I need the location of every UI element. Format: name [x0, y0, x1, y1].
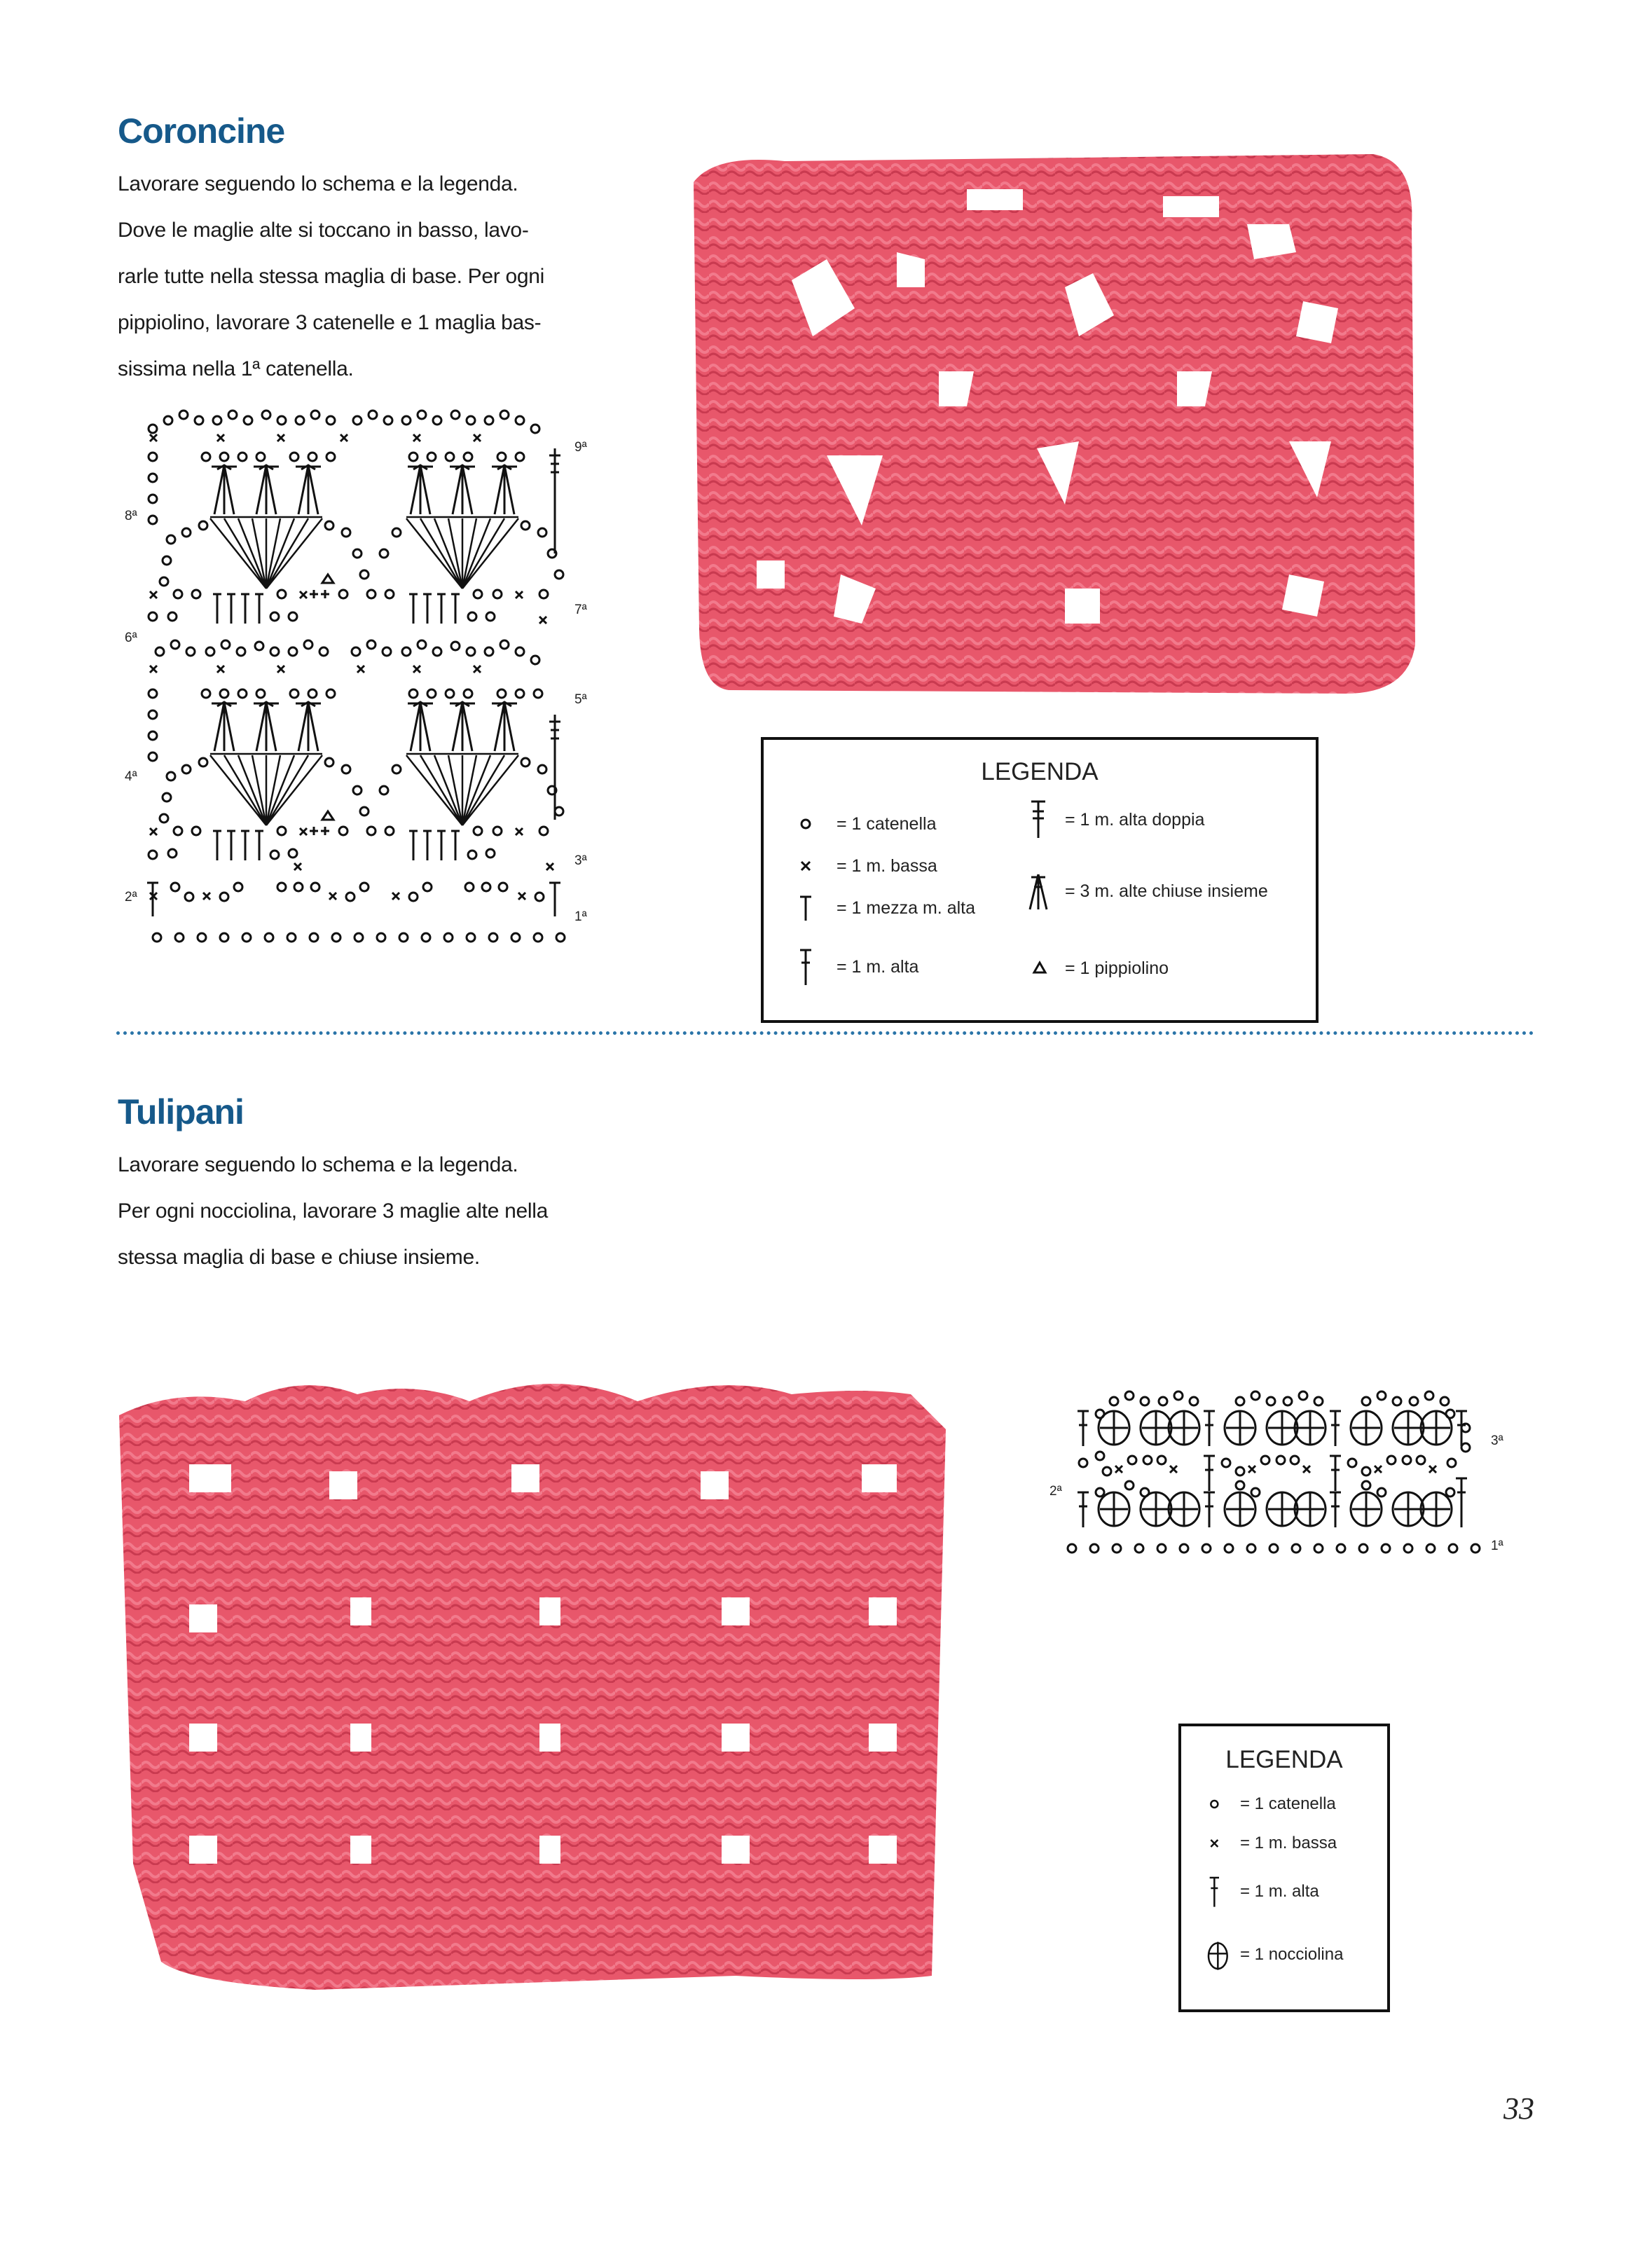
chain-row-top [149, 411, 539, 433]
legend-item-chain [794, 803, 936, 845]
legend-label: = 1 mezza m. alta [837, 898, 975, 918]
double-crochet-icon [794, 946, 837, 988]
legend-item-treble [1023, 799, 1204, 841]
row-label: 9ª [574, 440, 587, 455]
cluster-group [212, 465, 517, 514]
legend-label: = 1 m. bassa [837, 855, 937, 876]
legend-item-double [1205, 1871, 1319, 1913]
row-label: 1ª [1491, 1539, 1503, 1553]
crochet-swatch-photo-tulipani [105, 1373, 981, 2004]
paragraph-line: pippiolino, lavorare 3 catenelle e 1 maglia bas- [118, 311, 542, 334]
row-label: 5ª [574, 692, 587, 707]
legend-item-three-together [1023, 870, 1268, 912]
crochet-chart-tulipani [1051, 1387, 1499, 1597]
puff-cluster [1099, 1411, 1452, 1445]
legend-item-single-crochet [794, 845, 937, 887]
section-title-tulipani: Tulipani [118, 1092, 244, 1132]
row-label: 3ª [1491, 1433, 1503, 1448]
row-label: 7ª [574, 603, 587, 617]
legend-label: = 1 pippiolino [1065, 958, 1169, 978]
paragraph-line: rarle tutte nella stessa maglia di base. Per ogni [118, 265, 544, 288]
legend-box-tulipani [1178, 1724, 1390, 2012]
legend-label: = 1 catenella [1240, 1794, 1336, 1813]
single-crochet-row [150, 434, 481, 441]
section-description-tulipani [118, 1142, 580, 1281]
legend-label: = 3 m. alte chiuse insieme [1065, 881, 1268, 901]
section-separator [116, 1031, 1534, 1035]
paragraph-line: Dove le maglie alte si toccano in basso, lavo- [118, 219, 529, 242]
puff-stitch-icon [1205, 1934, 1240, 1976]
legend-label: = 1 nocciolina [1240, 1945, 1344, 1964]
legend-item-double [794, 946, 918, 988]
legend-item-chain [1205, 1787, 1336, 1822]
legend-title: LEGENDA [1225, 1746, 1343, 1773]
legend-item-picot [1023, 947, 1169, 989]
row-label: 2ª [125, 890, 137, 905]
legend-label: = 1 m. alta [1240, 1882, 1319, 1901]
legend-item-half-double [794, 887, 975, 929]
legend-label: = 1 m. alta [837, 956, 919, 977]
section-description-coroncine [118, 161, 566, 392]
chain-icon [794, 803, 837, 845]
paragraph-line: sissima nella 1ª catenella. [118, 357, 354, 380]
row-label: 8ª [125, 509, 137, 523]
chain-icon [1205, 1787, 1240, 1822]
section-title-coroncine: Coroncine [118, 111, 285, 151]
single-crochet-icon [1205, 1826, 1240, 1861]
three-dc-together-icon [1023, 870, 1065, 912]
legend-item-puff [1205, 1934, 1343, 1976]
picot-icon [1023, 947, 1065, 989]
legend-label: = 1 m. alta doppia [1065, 809, 1205, 830]
row-label: 6ª [125, 631, 137, 645]
row-label: 2ª [1049, 1484, 1062, 1499]
paragraph-line: Lavorare seguendo lo schema e la legenda. [118, 172, 518, 195]
single-crochet-icon [794, 845, 837, 887]
legend-item-single-crochet [1205, 1826, 1337, 1861]
paragraph-line: Per ogni nocciolina, lavorare 3 maglie alte nella [118, 1199, 548, 1223]
treble-crochet-icon [1023, 799, 1065, 841]
double-crochet-icon [1205, 1871, 1240, 1913]
crochet-chart-coroncine [119, 406, 596, 960]
paragraph-line: stessa maglia di base e chiuse insieme. [118, 1246, 480, 1269]
legend-label: = 1 m. bassa [1240, 1834, 1337, 1852]
paragraph-line: Lavorare seguendo lo schema e la legenda. [118, 1153, 518, 1176]
row-label: 3ª [574, 853, 587, 868]
row-label: 1ª [574, 909, 587, 924]
row-label: 4ª [125, 769, 137, 784]
crochet-swatch-photo-coroncine [673, 140, 1443, 715]
page-number: 33 [1503, 2091, 1534, 2126]
half-double-crochet-icon [794, 887, 837, 929]
legend-box-coroncine [761, 737, 1319, 1023]
foundation-chain [153, 933, 565, 942]
legend-title: LEGENDA [981, 758, 1099, 785]
legend-label: = 1 catenella [837, 813, 937, 834]
